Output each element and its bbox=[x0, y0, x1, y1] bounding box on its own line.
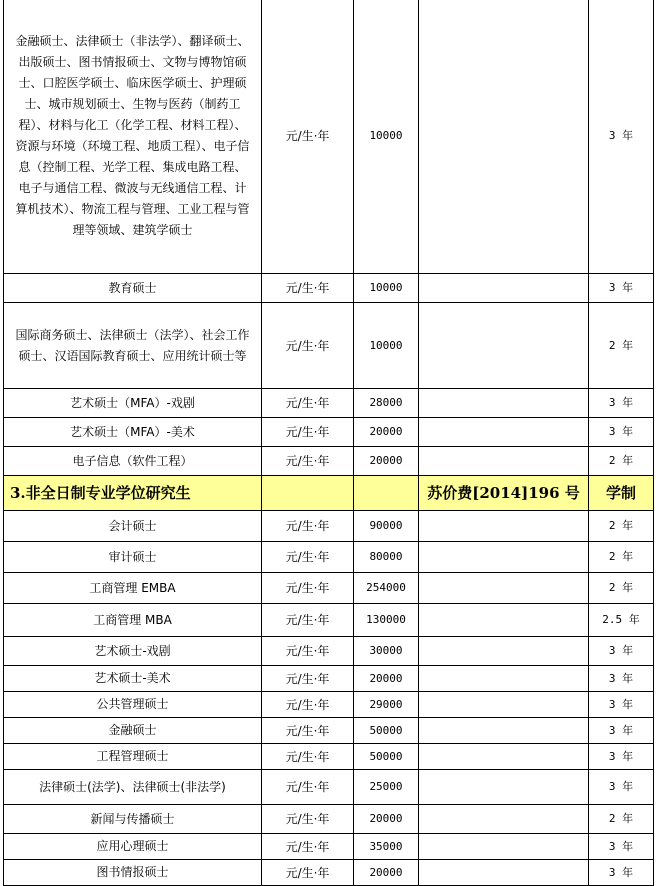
study-duration: 3 年 bbox=[589, 666, 654, 692]
table-row bbox=[4, 834, 654, 860]
fee-basis bbox=[419, 389, 589, 418]
program-name: 公共管理硕士 bbox=[4, 692, 262, 718]
table-row bbox=[4, 637, 654, 666]
program-name: 艺术硕士（MFA）-美术 bbox=[4, 418, 262, 447]
fee-amount: 50000 bbox=[354, 744, 419, 770]
study-duration: 2 年 bbox=[589, 511, 654, 542]
fee-unit: 元/生·年 bbox=[262, 692, 354, 718]
study-duration: 3 年 bbox=[589, 274, 654, 303]
section-title: 3.非全日制专业学位研究生 bbox=[4, 476, 262, 511]
program-name: 法律硕士(法学)、法律硕士(非法学) bbox=[4, 770, 262, 805]
table-row bbox=[4, 692, 654, 718]
fee-basis bbox=[419, 637, 589, 666]
section-empty-cell bbox=[354, 476, 419, 511]
table-row bbox=[4, 274, 654, 303]
fee-unit: 元/生·年 bbox=[262, 0, 354, 274]
fee-basis bbox=[419, 744, 589, 770]
program-name: 金融硕士、法律硕士（非法学）、翻译硕士、出版硕士、图书情报硕士、文物与博物馆硕士、口腔医学硕士、临床医学硕士、护理硕士、城市规划硕士、生物与医药（制药工程）、材料与化工（化学工程、材料工程）、资源与环境（环境工程、地质工程）、电子信息（控制工程、光学工程、集成电路工程、电子与通信工程、微波与无线通信工程、计算机技术）、物流工程与管理、工业工程与管理等领域、建筑学硕士 bbox=[4, 0, 262, 274]
fee-basis bbox=[419, 573, 589, 604]
study-duration: 3 年 bbox=[589, 834, 654, 860]
program-name: 电子信息（软件工程） bbox=[4, 447, 262, 476]
table-row bbox=[4, 542, 654, 573]
fee-basis bbox=[419, 834, 589, 860]
fee-basis bbox=[419, 418, 589, 447]
fee-basis bbox=[419, 303, 589, 389]
study-duration: 3 年 bbox=[589, 389, 654, 418]
fee-amount: 29000 bbox=[354, 692, 419, 718]
study-duration: 3 年 bbox=[589, 860, 654, 886]
fee-basis bbox=[419, 770, 589, 805]
study-duration: 2 年 bbox=[589, 303, 654, 389]
study-duration: 2 年 bbox=[589, 573, 654, 604]
program-name: 教育硕士 bbox=[4, 274, 262, 303]
section-header-row bbox=[4, 476, 654, 511]
fee-amount: 20000 bbox=[354, 418, 419, 447]
fee-amount: 254000 bbox=[354, 573, 419, 604]
table-row bbox=[4, 447, 654, 476]
table-row bbox=[4, 0, 654, 274]
study-duration: 3 年 bbox=[589, 744, 654, 770]
tuition-table bbox=[3, 0, 654, 886]
fee-basis bbox=[419, 0, 589, 274]
study-duration: 3 年 bbox=[589, 418, 654, 447]
table-row bbox=[4, 573, 654, 604]
section-duration-header: 学制 bbox=[589, 476, 654, 511]
fee-unit: 元/生·年 bbox=[262, 744, 354, 770]
fee-basis bbox=[419, 604, 589, 637]
fee-basis bbox=[419, 805, 589, 834]
program-name: 艺术硕士-美术 bbox=[4, 666, 262, 692]
fee-amount: 10000 bbox=[354, 274, 419, 303]
table-row bbox=[4, 860, 654, 886]
table-row bbox=[4, 511, 654, 542]
table-row bbox=[4, 718, 654, 744]
fee-amount: 20000 bbox=[354, 447, 419, 476]
study-duration: 3 年 bbox=[589, 718, 654, 744]
study-duration: 3 年 bbox=[589, 637, 654, 666]
fee-amount: 10000 bbox=[354, 0, 419, 274]
fee-amount: 130000 bbox=[354, 604, 419, 637]
fee-unit: 元/生·年 bbox=[262, 274, 354, 303]
fee-unit: 元/生·年 bbox=[262, 511, 354, 542]
full-time-rows bbox=[4, 0, 654, 476]
fee-amount: 20000 bbox=[354, 860, 419, 886]
study-duration: 3 年 bbox=[589, 692, 654, 718]
program-name: 艺术硕士（MFA）-戏剧 bbox=[4, 389, 262, 418]
table-row bbox=[4, 805, 654, 834]
fee-unit: 元/生·年 bbox=[262, 573, 354, 604]
fee-unit: 元/生·年 bbox=[262, 303, 354, 389]
fee-amount: 35000 bbox=[354, 834, 419, 860]
fee-unit: 元/生·年 bbox=[262, 637, 354, 666]
program-name: 艺术硕士-戏剧 bbox=[4, 637, 262, 666]
fee-amount: 80000 bbox=[354, 542, 419, 573]
program-name: 会计硕士 bbox=[4, 511, 262, 542]
fee-unit: 元/生·年 bbox=[262, 418, 354, 447]
fee-basis bbox=[419, 718, 589, 744]
fee-basis bbox=[419, 692, 589, 718]
fee-amount: 20000 bbox=[354, 805, 419, 834]
table-row bbox=[4, 744, 654, 770]
section-empty-cell bbox=[262, 476, 354, 511]
program-name: 图书情报硕士 bbox=[4, 860, 262, 886]
fee-amount: 28000 bbox=[354, 389, 419, 418]
fee-amount: 30000 bbox=[354, 637, 419, 666]
program-name: 国际商务硕士、法律硕士（法学）、社会工作硕士、汉语国际教育硕士、应用统计硕士等 bbox=[4, 303, 262, 389]
program-name: 工商管理 EMBA bbox=[4, 573, 262, 604]
fee-amount: 90000 bbox=[354, 511, 419, 542]
table-row bbox=[4, 418, 654, 447]
program-name: 工商管理 MBA bbox=[4, 604, 262, 637]
table-row bbox=[4, 389, 654, 418]
fee-basis bbox=[419, 447, 589, 476]
table-row bbox=[4, 604, 654, 637]
study-duration: 2 年 bbox=[589, 447, 654, 476]
fee-amount: 50000 bbox=[354, 718, 419, 744]
fee-unit: 元/生·年 bbox=[262, 604, 354, 637]
program-name: 应用心理硕士 bbox=[4, 834, 262, 860]
table-row bbox=[4, 303, 654, 389]
program-name: 金融硕士 bbox=[4, 718, 262, 744]
study-duration: 3 年 bbox=[589, 770, 654, 805]
part-time-section bbox=[4, 476, 654, 511]
fee-basis bbox=[419, 860, 589, 886]
study-duration: 2.5 年 bbox=[589, 604, 654, 637]
fee-amount: 10000 bbox=[354, 303, 419, 389]
program-name: 工程管理硕士 bbox=[4, 744, 262, 770]
program-name: 新闻与传播硕士 bbox=[4, 805, 262, 834]
study-duration: 2 年 bbox=[589, 805, 654, 834]
fee-unit: 元/生·年 bbox=[262, 542, 354, 573]
fee-unit: 元/生·年 bbox=[262, 447, 354, 476]
fee-unit: 元/生·年 bbox=[262, 770, 354, 805]
fee-unit: 元/生·年 bbox=[262, 834, 354, 860]
fee-unit: 元/生·年 bbox=[262, 666, 354, 692]
section-doc-number: 苏价费[2014]196 号 bbox=[419, 476, 589, 511]
table-row bbox=[4, 666, 654, 692]
fee-basis bbox=[419, 274, 589, 303]
fee-unit: 元/生·年 bbox=[262, 805, 354, 834]
study-duration: 3 年 bbox=[589, 0, 654, 274]
part-time-rows bbox=[4, 511, 654, 886]
fee-unit: 元/生·年 bbox=[262, 389, 354, 418]
program-name: 审计硕士 bbox=[4, 542, 262, 573]
fee-unit: 元/生·年 bbox=[262, 718, 354, 744]
fee-basis bbox=[419, 666, 589, 692]
fee-basis bbox=[419, 542, 589, 573]
fee-amount: 25000 bbox=[354, 770, 419, 805]
table-row bbox=[4, 770, 654, 805]
fee-basis bbox=[419, 511, 589, 542]
fee-amount: 20000 bbox=[354, 666, 419, 692]
fee-unit: 元/生·年 bbox=[262, 860, 354, 886]
study-duration: 2 年 bbox=[589, 542, 654, 573]
